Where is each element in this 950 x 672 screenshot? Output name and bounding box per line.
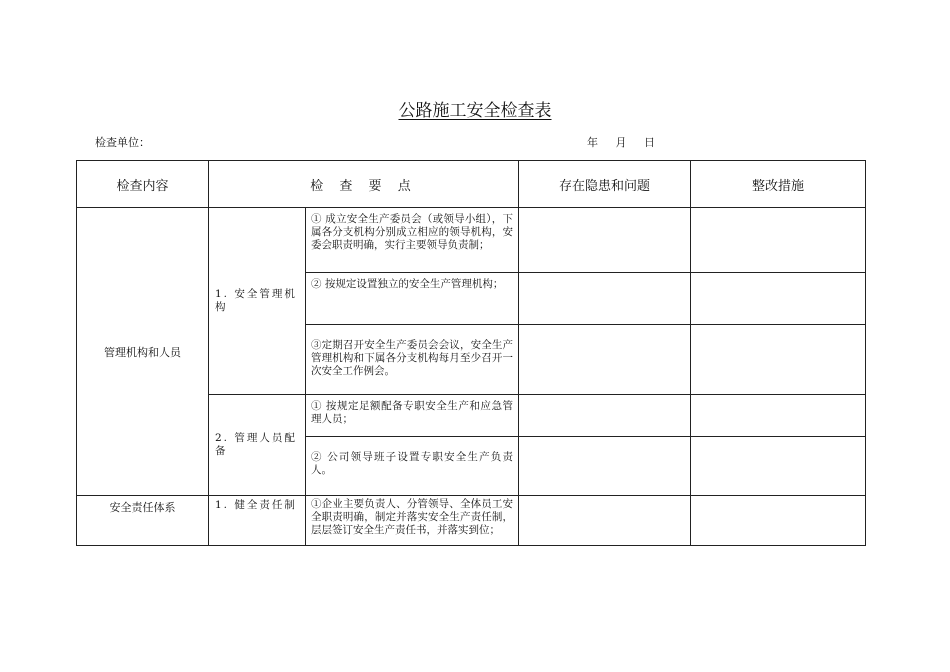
date-label: 年 月 日	[587, 136, 655, 149]
measures-cell[interactable]	[691, 437, 866, 496]
header-points: 检 查 要 点	[209, 161, 519, 208]
table-header-row	[77, 161, 866, 208]
issues-cell[interactable]	[519, 273, 691, 325]
check-point-cell: ① 成立安全生产委员会（或领导小组），下属各分支机构分别成立相应的领导机构，安委会职责明确，实行主要领导负责制；	[306, 208, 519, 273]
check-point-cell: ③定期召开安全生产委员会会议，安全生产管理机构和下属各分支机构每月至少召开一次安全工作例会。	[306, 325, 519, 395]
safety-inspection-table	[76, 160, 866, 546]
table-row	[77, 496, 866, 546]
measures-cell[interactable]	[691, 273, 866, 325]
measures-cell[interactable]	[691, 395, 866, 437]
check-point-cell: ② 按规定设置独立的安全生产管理机构；	[306, 273, 519, 325]
measures-cell[interactable]	[691, 496, 866, 546]
category-cell: 安全责任体系	[77, 496, 209, 546]
issues-cell[interactable]	[519, 325, 691, 395]
inspection-unit-label: 检查单位：	[95, 136, 150, 149]
check-point-cell: ② 公司领导班子设置专职安全生产负责人。	[306, 437, 519, 496]
check-point-cell: ①企业主要负责人、分管领导、全体员工安全职责明确，制定并落实安全生产责任制，层层签订安全生产责任书，并落实到位；	[306, 496, 519, 546]
header-issues: 存在隐患和问题	[519, 161, 691, 208]
subcategory-cell: 1. 健全责任制	[209, 496, 306, 546]
table-row	[77, 208, 866, 273]
measures-cell[interactable]	[691, 208, 866, 273]
header-content: 检查内容	[77, 161, 209, 208]
category-cell: 管理机构和人员	[77, 208, 209, 496]
measures-cell[interactable]	[691, 325, 866, 395]
issues-cell[interactable]	[519, 496, 691, 546]
check-point-cell: ① 按规定足额配备专职安全生产和应急管理人员；	[306, 395, 519, 437]
issues-cell[interactable]	[519, 208, 691, 273]
document-title: 公路施工安全检查表	[398, 101, 552, 121]
header-measures: 整改措施	[691, 161, 866, 208]
issues-cell[interactable]	[519, 395, 691, 437]
subcategory-cell: 1. 安全管理机构	[209, 208, 306, 395]
issues-cell[interactable]	[519, 437, 691, 496]
subcategory-cell: 2. 管理人员配备	[209, 395, 306, 496]
